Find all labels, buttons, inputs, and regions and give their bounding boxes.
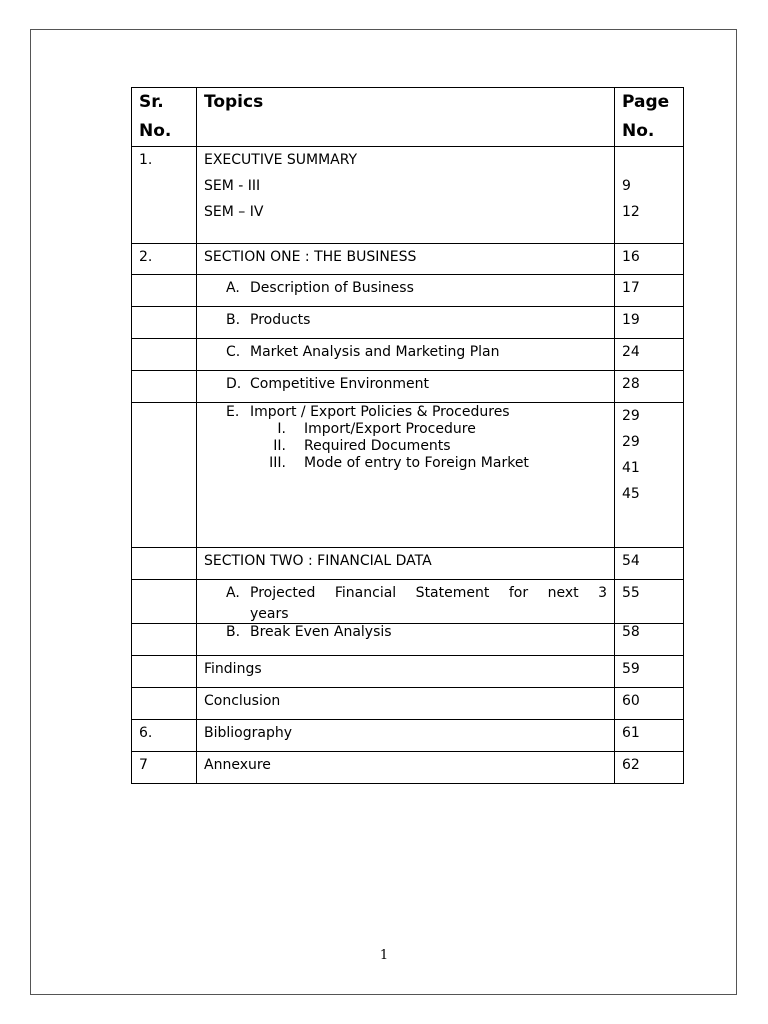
table-row	[132, 307, 684, 339]
topic-cell	[197, 580, 615, 624]
topic-projected-financial-statement-cont: years	[250, 606, 289, 622]
table-row	[132, 403, 684, 548]
topic-findings: Findings	[197, 656, 615, 688]
page-number: 1	[379, 948, 389, 963]
topic-competitive-environment: Competitive Environment	[250, 376, 429, 392]
header-sr-no: Sr. No.	[132, 88, 197, 147]
topic-section-one: SECTION ONE : THE BUSINESS	[197, 244, 615, 275]
list-letter: B.	[226, 624, 241, 640]
sr-cell	[132, 275, 197, 307]
topic-projected-financial-statement: Projected Financial Statement for next 3	[250, 585, 607, 601]
list-item: III. Mode of entry to Foreign Market	[269, 455, 529, 471]
list-letter: C.	[226, 344, 241, 360]
topic-cell	[197, 339, 615, 371]
page-cell: 60	[615, 688, 684, 720]
sr-cell	[132, 371, 197, 403]
sr-cell: 6.	[132, 720, 197, 752]
topic-cell	[197, 624, 615, 656]
header-page-no: Page No.	[615, 88, 684, 147]
list-item: I. Import/Export Procedure	[277, 421, 476, 437]
topic-section-two: SECTION TWO : FINANCIAL DATA	[197, 548, 615, 580]
table-row	[132, 580, 684, 624]
sr-cell	[132, 307, 197, 339]
table-row	[132, 339, 684, 371]
page-cell: 28	[615, 371, 684, 403]
page-cell: 61	[615, 720, 684, 752]
topic-import-export-procedure: Import/Export Procedure	[304, 421, 476, 437]
topic-sem-iii: SEM - III	[204, 178, 261, 194]
page-sem-iii: 9	[622, 178, 631, 194]
page-cell: 19	[615, 307, 684, 339]
sr-cell	[132, 339, 197, 371]
topic-cell	[197, 403, 615, 548]
sr-cell: 2.	[132, 244, 197, 275]
page-cell: 58	[615, 624, 684, 656]
page-cell: 24	[615, 339, 684, 371]
table-row	[132, 752, 684, 784]
list-letter: A.	[226, 280, 240, 296]
table-row	[132, 656, 684, 688]
sr-cell: 7	[132, 752, 197, 784]
page-cell	[615, 147, 684, 244]
sr-cell	[132, 688, 197, 720]
header-topics: Topics	[197, 88, 615, 147]
topic-cell	[197, 371, 615, 403]
page-cell: 17	[615, 275, 684, 307]
topic-import-export-policies: Import / Export Policies & Procedures	[250, 404, 510, 420]
sr-cell	[132, 624, 197, 656]
page-cell: 54	[615, 548, 684, 580]
topic-annexure: Annexure	[197, 752, 615, 784]
topic-break-even-analysis: Break Even Analysis	[250, 624, 392, 640]
page-cell: 55	[615, 580, 684, 624]
sr-number: 1.	[139, 152, 153, 168]
list-letter: A.	[226, 585, 240, 601]
topic-products: Products	[250, 312, 311, 328]
topic-bibliography: Bibliography	[197, 720, 615, 752]
topic-executive-summary: EXECUTIVE SUMMARY	[204, 152, 358, 168]
table-header-row	[132, 88, 684, 147]
table-row	[132, 720, 684, 752]
table-row	[132, 275, 684, 307]
sr-cell	[132, 548, 197, 580]
topic-sem-iv: SEM – IV	[204, 204, 264, 220]
sr-cell	[132, 656, 197, 688]
table-row	[132, 371, 684, 403]
page-cell: 29 29 41 45	[615, 403, 684, 548]
sr-cell	[132, 147, 197, 244]
sr-cell	[132, 403, 197, 548]
table-row	[132, 624, 684, 656]
page-cell: 62	[615, 752, 684, 784]
table-of-contents	[131, 87, 684, 784]
sub-topic-list	[204, 421, 607, 472]
list-item: II. Required Documents	[273, 438, 451, 454]
table-row	[132, 244, 684, 275]
table-row	[132, 548, 684, 580]
list-letter: E.	[226, 404, 240, 420]
sr-cell	[132, 580, 197, 624]
topic-cell	[197, 275, 615, 307]
topic-conclusion: Conclusion	[197, 688, 615, 720]
page-cell: 16	[615, 244, 684, 275]
table-row	[132, 688, 684, 720]
topic-description-of-business: Description of Business	[250, 280, 414, 296]
list-letter: D.	[226, 376, 242, 392]
page-sem-iv: 12	[622, 204, 640, 220]
topic-cell	[197, 307, 615, 339]
topic-mode-of-entry: Mode of entry to Foreign Market	[304, 455, 529, 471]
topic-cell	[197, 147, 615, 244]
table-row	[132, 147, 684, 244]
page-cell: 59	[615, 656, 684, 688]
topic-required-documents: Required Documents	[304, 438, 451, 454]
topic-market-analysis: Market Analysis and Marketing Plan	[250, 344, 500, 360]
list-letter: B.	[226, 312, 241, 328]
